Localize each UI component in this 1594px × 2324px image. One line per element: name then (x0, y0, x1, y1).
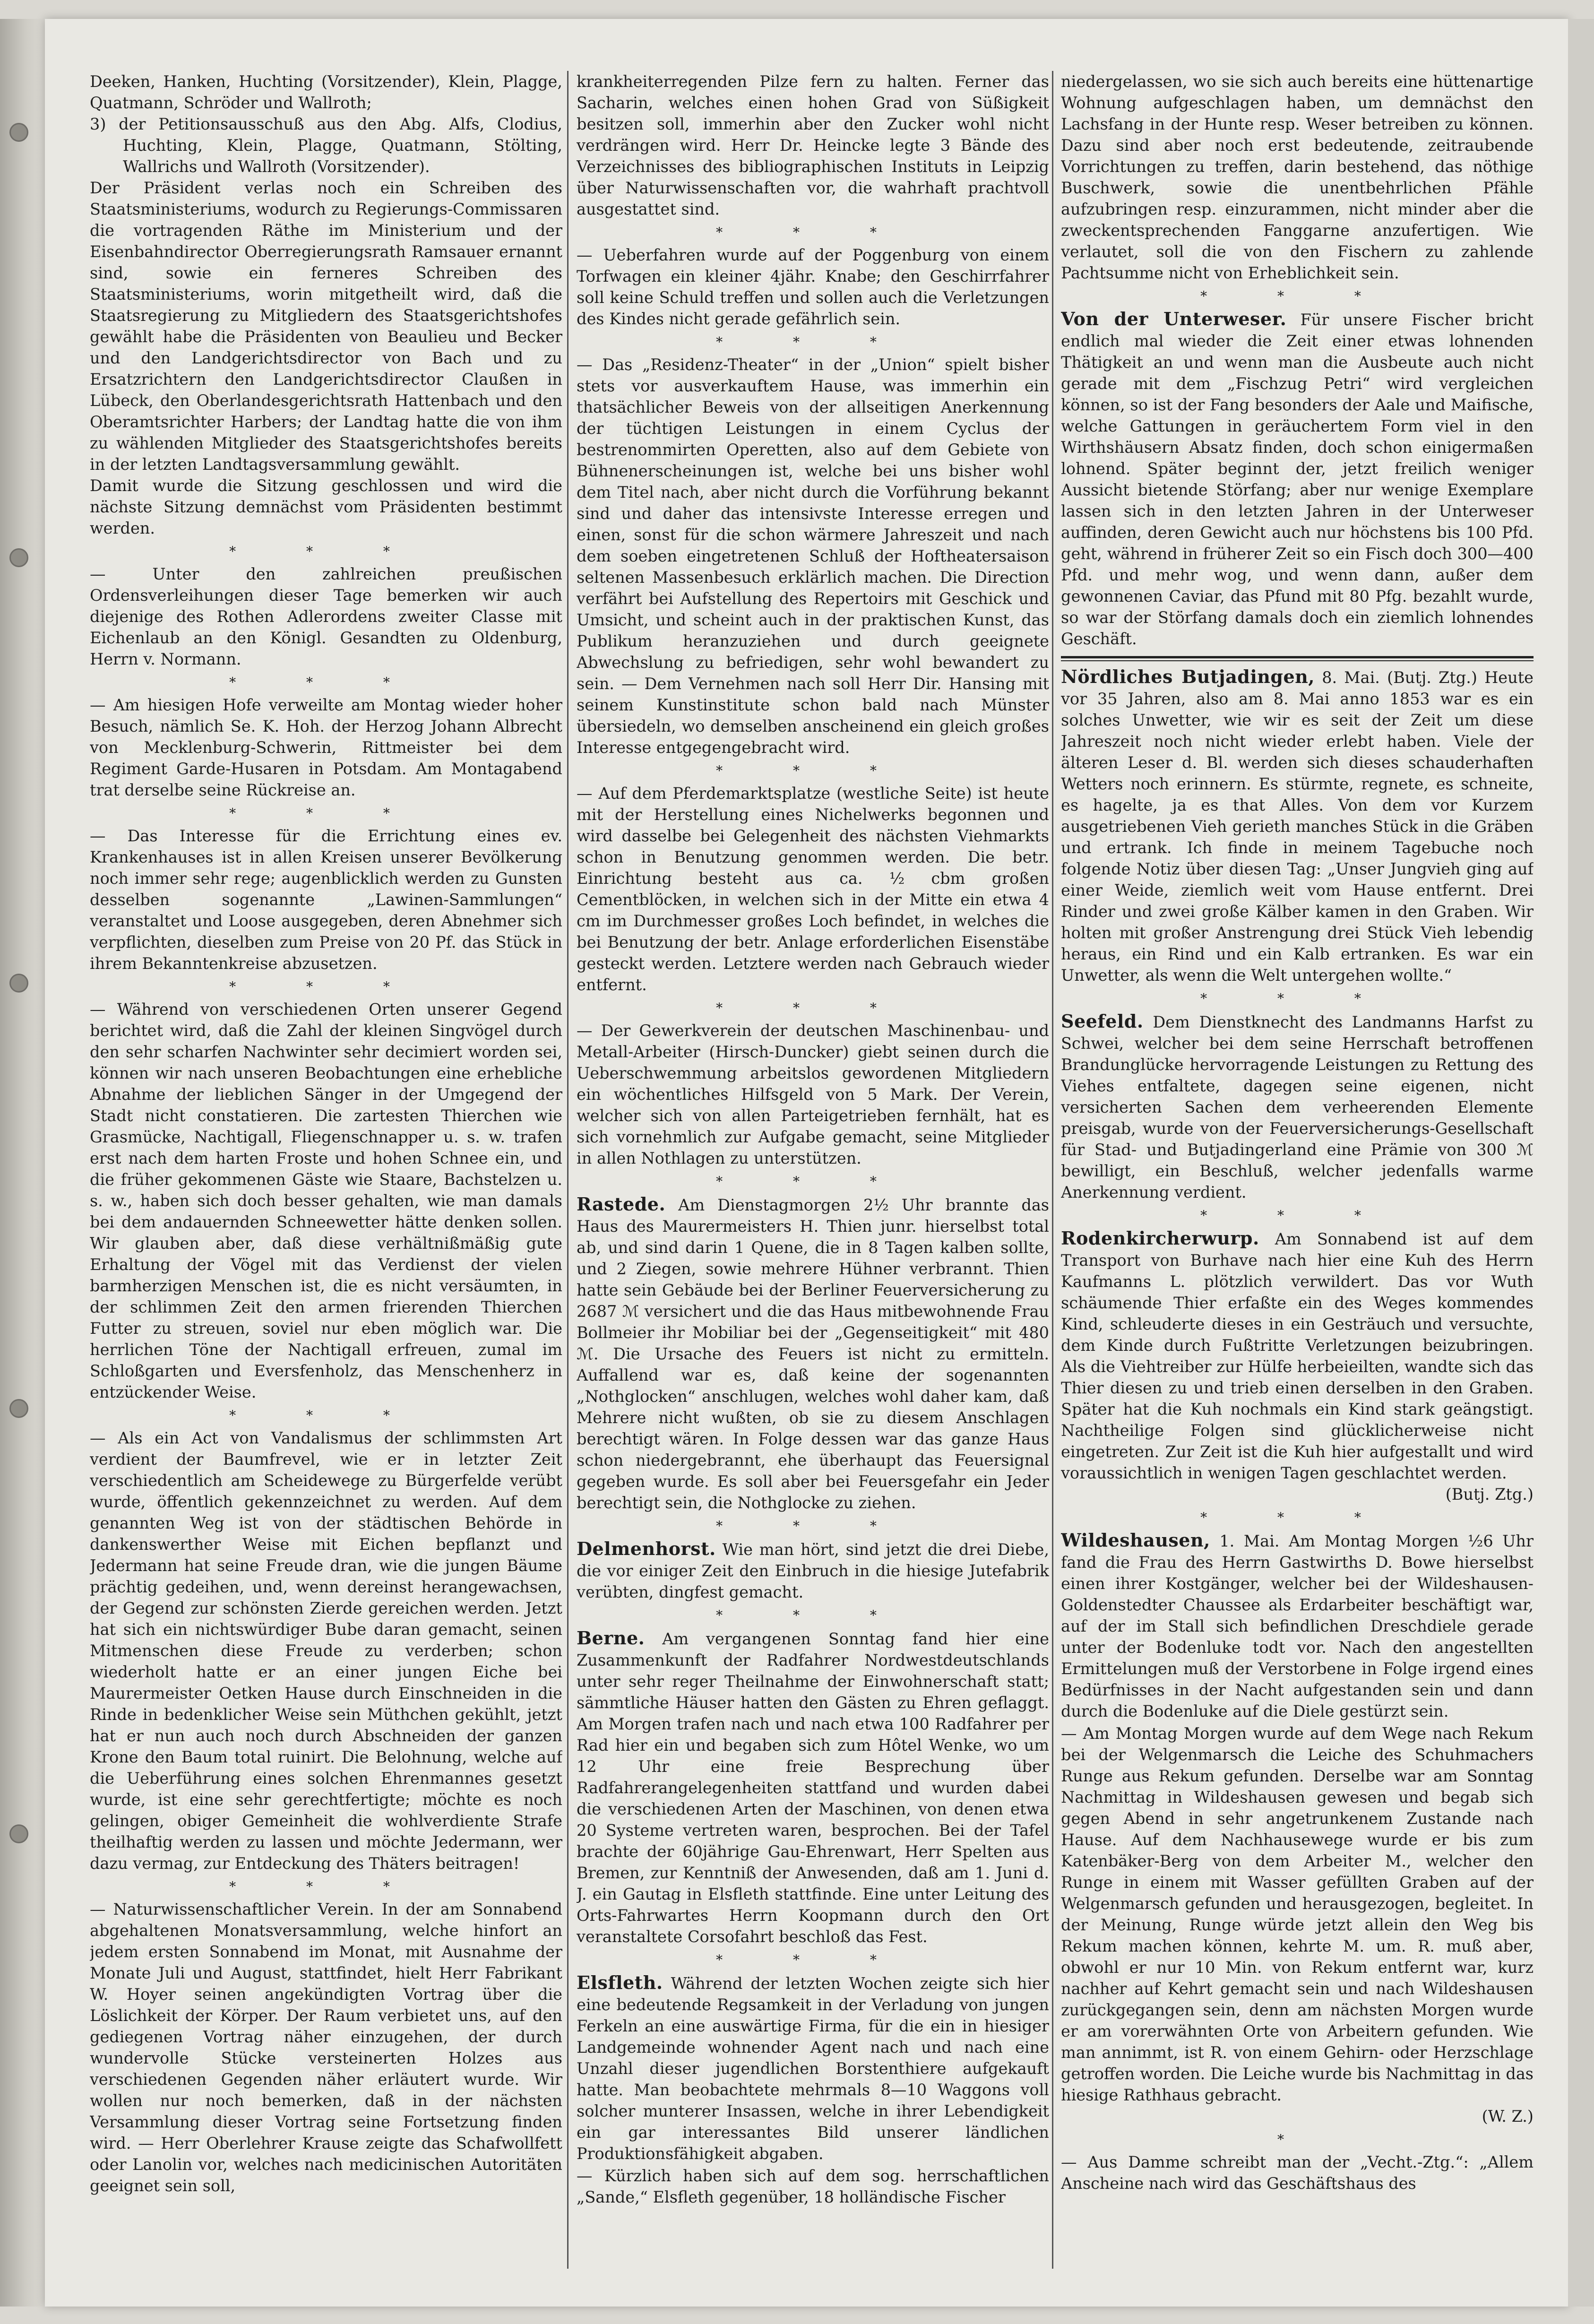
article-text: — Das „Residenz-Theater“ in der „Union“ spielt bisher stets vor ausverkauftem Hause, was immerhin ein thatsächlicher Beweis von der allseitigen Anerkennung der tüchtigen Leistungen in einem Cyclus der bestrenommirten Operetten, also auf dem Gebiete von Bühnenerscheinungen ist, welche bei uns bisher wohl dem Titel nach, aber nicht durch die Vorführung bekannt sind und daher das intensivste Interesse erregen und einen, sonst für die schon wärmere Jahreszeit und nach dem soeben eingetretenen Schluß der Hoftheatersaison seltenen Massenbesuch erklärlich machen. Die Direction verfährt bei Aufstellung des Repertoirs mit Geschick und Umsicht, und scheint auch in der praktischen Kunst, das Publikum heranzuziehen und durch geeignete Abwechslung zu befriedigen, sehr wohl bewandert zu sein. — Dem Vernehmen nach soll Herr Dir. Hansing mit seinem Kunstinstitute schon bald nach Münster übersiedeln, wo demselben anscheinend ein gleich großes Interesse entgegengebracht wird. (577, 355, 1049, 757)
article-dateline: Von der Unterweser. (1061, 308, 1287, 329)
separator-asterisks: * * * (229, 544, 423, 559)
separator-asterisks: * * * (1200, 288, 1394, 304)
article-dateline: Berne. (577, 1627, 645, 1649)
article-text: — Als ein Act von Vandalismus der schlimmsten Art verdient der Baumfrevel, wie er in letzter Zeit verschiedentlich am Scheidewege zu Bürgerfelde verübt wurde, öffentlich gekennzeichnet zu werden. Auf dem genannten Weg ist von der städtischen Behörde in dankenswerther Weise mit Eichen bepflanzt und Jedermann hat seine Freude dran, wie die jungen Bäume prächtig gedeihen, und, wenn dereinst herangewachsen, der Gegend zur schönsten Zierde gereichen werden. Jetzt hat sich ein nichtswürdiger Bube daran gemacht, seinen Mitmenschen diese Freude zu verderben; schon wiederholt hatte er an einer jungen Eiche bei Maurermeister Oetken Hause durch Einschneiden in die Rinde in bedenklicher Weise sein Müthchen gekühlt, jetzt hat er nun auch noch durch Abschneiden der ganzen Krone den Baum total ruinirt. Die Belohnung, welche auf die Ueberführung eines solchen Ehrenmannes gesetzt wurde, ist eine sehr gerechtfertigte; möchte es noch gelingen, obiger Gemeinheit die wohlverdiente Strafe theilhaftig werden zu lassen und möchte Jedermann, wer dazu vermag, zur Entdeckung des Thäters beitragen! (90, 1429, 562, 1873)
text-paragraph: Deeken, Hanken, Huchting (Vorsitzender), Klein, Plagge, Quatmann, Schröder und Wallroth; (90, 72, 562, 112)
article-text: — Auf dem Pferdemarktsplatze (westliche Seite) ist heute mit der Herstellung eines Nichelwerks begonnen und wird dasselbe bei Gelegenheit des nächsten Viehmarkts schon in Benutzung genommen werden. Die betr. Einrichtung besteht aus ca. ½ cbm großen Cementblöcken, in welchen sich in der Mitte ein etwa 4 cm im Durchmesser großes Loch befindet, in welches die bei Benutzung der betr. Anlage erforderlichen Eisenstäbe gesteckt werden. Letztere werden nach Gebrauch wieder entfernt. (577, 784, 1049, 994)
article-text: Für unsere Fischer bricht endlich mal wieder die Zeit einer etwas lohnenden Thätigkeit an und wenn man die Ausbeute auch nicht gerade mit dem „Fischzug Petri“ wird vergleichen können, so ist der Fang besonders der Aale und Maifische, welche Gattungen in geräuchertem Form viel in den Wirthshäusern Absatz finden, doch schon einigermaßen lohnend. Später beginnt der, jetzt freilich weniger Aussicht bietende Störfang; aber nur wenige Exemplare lassen sich in den letzten Jahren in der Unterweser auffinden, deren Gewicht auch nur höchstens bis 100 Pfd. geht, während in früherer Zeit so ein Fisch doch 300—400 Pfd. und mehr wog, und wenn dann, außer dem gewonnenen Caviar, das Pfund mit 80 Pfg. bezahlt wurde, so war der Störfang damals doch ein ziemlich lohnendes Geschäft. (1061, 311, 1534, 648)
article-text: — Während von verschiedenen Orten unserer Gegend berichtet wird, daß die Zahl der kleinen Singvögel durch den sehr scharfen Nachwinter sehr decimiert worden sei, können wir nach unseren Beobachtungen eine erhebliche Abnahme der lieblichen Sänger in der Umgegend der Stadt nicht constatieren. Die zartesten Thierchen wie Grasmücke, Nachtigall, Fliegenschnapper u. s. w. trafen erst nach dem harten Froste und hohen Schnee ein, und die früher gekommenen Gäste wie Staare, Bachstelzen u. s. w., haben sich doch besser gehalten, wie man damals bei dem andauernden Schneewetter hätte denken sollen. Wir glauben aber, daß diese verhältnißmäßig gute Erhaltung der Vögel mit das Verdienst der vielen barmherzigen Menschen ist, die es nicht versäumten, in der schlimmen Zeit den armen frierenden Thierchen Futter zu streuen, soviel nur eben möglich war. Die herrlichen Töne der Nachtigall erfreuen, zumal im Schloßgarten und Eversfenholz, das Menschenherz in entzückender Weise. (90, 1000, 562, 1401)
article-paragraph (1061, 2151, 1534, 2194)
separator-asterisks: * * * (716, 1000, 910, 1016)
binding-hole (9, 974, 28, 993)
separator-asterisks: * * * (716, 763, 910, 778)
binding-hole (9, 123, 28, 142)
separator-asterisks: * * * (229, 674, 423, 690)
article-paragraph (90, 825, 562, 974)
article-dateline: Seefeld. (1061, 1011, 1144, 1032)
article-paragraph (1061, 1011, 1534, 1203)
separator-asterisks: * * * (1200, 1208, 1394, 1223)
article-paragraph (90, 1899, 562, 2196)
article-dateline: Nördliches Butjadingen, (1061, 666, 1315, 687)
section-rule (1061, 656, 1534, 661)
article-paragraph (1061, 666, 1534, 986)
binding-hole (9, 1399, 28, 1418)
text-paragraph: 3) der Petitionsausschuß aus den Abg. Alfs, Clodius, Huchting, Klein, Plagge, Quatmann, Stölting, Wallrichs und Wallroth (Vorsitzender). (90, 115, 562, 176)
article-paragraph (577, 244, 1049, 329)
article-text: — Kürzlich haben sich auf dem sog. herrschaftlichen „Sande,“ Elsfleth gegenüber, 18 holländische Fischer (577, 2167, 1049, 2206)
article-dateline: Rodenkircherwurp. (1061, 1227, 1259, 1249)
article-paragraph (577, 1193, 1049, 1513)
separator-asterisks: * * * (1200, 991, 1394, 1006)
column-rule (1052, 71, 1053, 2269)
article-text: — Das Interesse für die Errichtung eines ev. Krankenhauses ist in allen Kreisen unserer Bevölkerung noch immer sehr rege; augenblicklich werden zu Gunsten desselben sogenannte „Lawinen-Sammlungen“ veranstaltet und Loose ausgegeben, deren Abnehmer sich verpflichten, dieselben zum Preise von 20 Pf. das Stück in ihrem Bekanntenkreise abzusetzen. (90, 827, 562, 973)
article-text: — Am hiesigen Hofe verweilte am Montag wieder hoher Besuch, nämlich Se. K. Hoh. der Herzog Johann Albrecht von Mecklenburg-Schwerin, Rittmeister bei dem Regiment Garde-Husaren in Potsdam. Am Montagabend trat derselbe seine Rückreise an. (90, 696, 562, 799)
article-text: — Am Montag Morgen wurde auf dem Wege nach Rekum bei der Welgenmarsch die Leiche des Schuhmachers Runge aus Rekum gefunden. Derselbe war am Sonntag Nachmittag in Wildeshausen gewesen und begab sich gegen Abend in sehr angetrunkenem Zustande nach Hause. Auf dem Nachhausewege wurde er bis zum Katenbäker-Berg von dem Arbeiter M., welcher den Runge in einem mit Wasser gefüllten Graben auf der Welgenmarsch gefunden und herausgezogen, begleitet. In der Meinung, Runge würde jetzt allein den Weg bis Rekum machen können, kehrte M. um. R. muß aber, obwohl er nur 10 Min. von Rekum entfernt war, kurz nachher auf Kehrt gemacht sein und nach Wildeshausen zurückgegangen sein, denn am nächsten Morgen wurde er am vorerwähnten Orte von Arbeitern gefunden. Wie man annimmt, ist R. von einem Gehirn- oder Herzschlage getroffen worden. Die Leiche wurde bis Nachmittag in das hiesige Rathhaus gebracht. (1061, 1724, 1534, 2104)
article-text: Am Dienstagmorgen 2½ Uhr brannte das Haus des Maurermeisters H. Thien junr. hierselbst total ab, und sind darin 1 Quene, die in 8 Tagen kalben sollte, und 2 Ziegen, sowie mehrere Hühner verbrannt. Thien hatte sein Gebäude bei der Berliner Feuerversicherung zu 2687 ℳ versichert und die das Haus mitbewohnende Frau Bollmeier ihr Mobiliar bei der „Gegenseitigkeit“ mit 480 ℳ. Die Ursache des Feuers ist nicht zu ermitteln. Auffallend war es, daß keine der sogenannten „Nothglocken“ anschlugen, welches wohl daher kam, daß Mehrere nicht wußten, ob sie zu diesem Anschlagen berechtigt wären. In Folge dessen war das ganze Haus schon niedergebrannt, ehe überhaupt das Feuersignal gegeben wurde. Es soll aber bei Feuersgefahr ein Jeder berechtigt sein, die Nothglocke zu ziehen. (577, 1196, 1049, 1512)
binding-strip (0, 19, 45, 2307)
binding-hole (9, 1824, 28, 1843)
article-text: Am Sonnabend ist auf dem Transport von Burhave nach hier eine Kuh des Herrn Kaufmanns L. plötzlich verwildert. Das vor Wuth schäumende Thier erfaßte ein des Weges kommendes Kind, schleuderte dieses in ein Gesträuch und versuchte, dem Kinde durch Fußtritte Verletzungen beizubringen. Als die Viehtreiber zur Hülfe herbeieilten, wandte sich das Thier diesen zu und trieb einen derselben in den Graben. Später hat die Kuh nochmals ein Kind stark geängstigt. Nachtheilige Folgen sind glücklicherweise nicht eingetreten. Zur Zeit ist die Kuh hier aufgestallt und wird voraussichtlich in wenigen Tagen geschlachtet werden. (1061, 1230, 1534, 1482)
text-paragraph: niedergelassen, wo sie sich auch bereits eine hüttenartige Wohnung aufgeschlagen haben, um demnächst den Lachsfang in der Hunte resp. Weser betreiben zu können. Dazu sind aber noch erst bedeutende, zeitraubende Vorrichtungen zu treffen, darin bestehend, das nöthige Buschwerk, sowie die unentbehrlichen Pfähle aufzubringen resp. einzurammen, nicht minder aber die zweckentsprechenden Fanggarne anzufertigen. Wie verlautet, soll die von den Fischern zu zahlende Pachtsumme nicht von Erheblichkeit sein. (1061, 72, 1534, 282)
article-text: 8. Mai. (Butj. Ztg.) Heute vor 35 Jahren, also am 8. Mai anno 1853 war es ein solches Unwetter, wie wir es seit der Zeit um diese Jahreszeit noch nicht wieder erlebt haben. Viele der älteren Leser d. Bl. werden sich dieses schauderhaften Wetters noch erinnern. Es stürmte, regnete, es schneite, es hagelte, ja es that Alles. Von dem vor Kurzem ausgetriebenen Vieh gerieth manches Stück in die Gräben und ertrank. Ich finde in meinem Tagebuche noch folgende Notiz über diesen Tag: „Unser Jungvieh ging auf einer Weide, ziemlich weit vom Hause entfernt. Drei Rinder und zwei große Kälber kamen in den Graben. Wir holten mit großer Anstrengung drei Stück Vieh lebendig heraus, ein Rind und ein Kalb ertranken. Es war ein Unwetter, als wenn die Welt untergehen wollte.“ (1061, 668, 1534, 985)
article-dateline: Delmenhorst. (577, 1538, 716, 1559)
article-paragraph (90, 694, 562, 801)
article-paragraph (577, 354, 1049, 758)
article-text: Wie man hört, sind jetzt die drei Diebe, die vor einiger Zeit den Einbruch in die hiesige Jutefabrik verübten, dingfest gemacht. (577, 1540, 1049, 1601)
article-dateline: Elsfleth. (577, 1972, 663, 1993)
article-text: — Der Gewerkverein der deutschen Maschinenbau- und Metall-Arbeiter (Hirsch-Duncker) giebt seinen durch die Ueberschwemmung arbeitslos gewordenen Mitgliedern ein wöchentliches Hilfsgeld von 5 Mark. Der Verein, welcher sich von allen Parteigetrieben fernhält, hat es sich vornehmlich zur Aufgabe gemacht, seine Mitglieder in allen Nothlagen zu unterstützen. (577, 1021, 1049, 1167)
article-paragraph (577, 1020, 1049, 1169)
separator-asterisks: * (1277, 2132, 1317, 2147)
article-paragraph (577, 1627, 1049, 1947)
separator-asterisks: * * * (716, 225, 910, 240)
column-middle (577, 71, 1049, 2269)
text-paragraph: krankheiterregenden Pilze fern zu halten. Ferner das Sacharin, welches einen hohen Grad von Süßigkeit besitzen soll, immerhin aber den Zucker wohl nicht verdrängen wird. Herr Dr. Heincke legte 3 Bände des Verzeichnisses des bibliographischen Instituts in Leipzig über Naturwissenschaften vor, die wahrhaft prachtvoll ausgestattet sind. (577, 72, 1049, 218)
text-paragraph: Damit wurde die Sitzung geschlossen und wird die nächste Sitzung demnächst vom Präsidenten bestimmt werden. (90, 476, 562, 537)
article-text: — Naturwissenschaftlicher Verein. In der am Sonnabend abgehaltenen Monatsversammlung, welche hinfort an jedem ersten Sonnabend im Monat, mit Ausnahme der Monate Juli und August, stattfindet, hielt Herr Fabrikant W. Hoyer seinen angekündigten Vortrag über die Löslichkeit der Körper. Der Raum verbietet uns, auf den gediegenen Vortrag näher einzugehen, der durch wundervolle Stücke versteinerten Holzes aus verschiedenen Gegenden näher erläutert wurde. Wir wollen nur noch bemerken, daß in der nächsten Versammlung dieser Vortrag seine Fortsetzung finden wird. — Herr Oberlehrer Krause zeigte das Schafwollfett oder Lanolin vor, welches nach medicinischen Autoritäten geeignet sein soll, (90, 1900, 562, 2195)
source-credit: (W. Z.) (1482, 2107, 1534, 2125)
separator-asterisks: * * * (1200, 1510, 1394, 1525)
column-rule (567, 71, 569, 2269)
separator-asterisks: * * * (716, 1607, 910, 1623)
text-paragraph: Der Präsident verlas noch ein Schreiben des Staatsministeriums, wodurch zu Regierungs-Commissaren die vortragenden Räthe im Ministerium und der Eisenbahndirector Oberregierungsrath Ramsauer ernannt sind, sowie ein ferneres Schreiben des Staatsministeriums, worin mitgetheilt wird, daß die Staatsregierung zu Mitgliedern des Staatsgerichtshofes gewählt habe die Präsidenten von Beaulieu und Becker und den Landgerichtsdirector von Bach und zu Ersatzrichtern den Landgerichtsdirector Claußen in Lübeck, den Oberlandesgerichtsrath Hattenbach und den Oberamtsrichter Harbers; der Landtag hatte die von ihm zu wählenden Mitglieder des Staatsgerichtshofes bereits in der letzten Landtagsversammlung gewählt. (90, 179, 562, 474)
article-paragraph (1061, 1227, 1534, 1484)
separator-asterisks: * * * (229, 805, 423, 821)
article-paragraph (90, 1427, 562, 1874)
article-paragraph (90, 999, 562, 1403)
article-text: 1. Mai. Am Montag Morgen ½6 Uhr fand die Frau des Herrn Gastwirths D. Bowe hierselbst einen ihrer Kostgänger, welcher bei der Wildeshausen-Goldenstedter Chaussee als Erdarbeiter beschäftigt war, auf der im Stall sich befindlichen Dreschdiele gerade unter der Bodenluke todt vor. Nach den angestellten Ermittelungen muß der Verstorbene in Folge irgend eines Bedürfnisses in der Nacht aufgestanden sein und dann durch die Bodenluke auf die Diele gestürzt sein. (1061, 1532, 1534, 1720)
separator-asterisks: * * * (716, 334, 910, 350)
article-paragraph (1061, 1529, 1534, 1722)
article-dateline: Rastede. (577, 1193, 666, 1215)
separator-asterisks: * * * (229, 1408, 423, 1423)
article-text: Dem Dienstknecht des Landmanns Harfst zu Schwei, welcher bei dem seine Herrschaft betroffenen Brandunglücke hervorragende Leistungen zu Rettung des Viehes entfaltete, dagegen seine eigenen, nicht versicherten Sachen dem verheerenden Elemente preisgab, wurde von der Feuerversicherungs-Gesellschaft für Stad- und Butjadingerland eine Prämie von 300 ℳ bewilligt, ein Beschluß, welcher jedenfalls warme Anerkennung verdient. (1061, 1013, 1534, 1201)
article-paragraph (1061, 1723, 1534, 2106)
column-right (1061, 71, 1534, 2269)
article-text: — Ueberfahren wurde auf der Poggenburg von einem Torfwagen ein kleiner 4jähr. Knabe; den Geschirrfahrer soll keine Schuld treffen und sollen auch die Verletzungen des Kindes nicht gerade gefährlich sein. (577, 246, 1049, 328)
article-paragraph (1061, 308, 1534, 649)
separator-asterisks: * * * (716, 1174, 910, 1189)
binding-hole (9, 548, 28, 567)
article-paragraph (577, 2165, 1049, 2208)
separator-asterisks: * * * (229, 1879, 423, 1894)
separator-asterisks: * * * (229, 979, 423, 994)
article-text: Während der letzten Wochen zeigte sich hier eine bedeutende Regsamkeit in der Verladung von jungen Ferkeln an eine auswärtige Firma, für die ein in hiesiger Landgemeinde wohnender Agent nach und nach eine Unzahl dieser jugendlichen Borstenthiere aufgekauft hatte. Man beobachtete mehrmals 8—10 Waggons voll solcher munterer Insassen, welche in ihrer Lebendigkeit ein gar interessantes Bild unserer ländlichen Produktionsfähigkeit abgaben. (577, 1974, 1049, 2163)
article-paragraph (90, 563, 562, 670)
column-left (90, 71, 562, 2269)
article-paragraph (577, 1538, 1049, 1603)
article-dateline: Wildeshausen, (1061, 1529, 1210, 1551)
article-paragraph (577, 783, 1049, 995)
article-text: — Unter den zahlreichen preußischen Ordensverleihungen dieser Tage bemerken wir auch diejenige des Rothen Adlerordens zweiter Classe mit Eichenlaub an den Königl. Gesandten zu Oldenburg, Herrn v. Normann. (90, 565, 562, 668)
source-credit: (Butj. Ztg.) (1445, 1485, 1534, 1503)
article-text: — Aus Damme schreibt man der „Vecht.-Ztg.“: „Allem Anscheine nach wird das Geschäftshaus des (1061, 2153, 1534, 2193)
separator-asterisks: * * * (716, 1518, 910, 1534)
page-edge (1568, 19, 1594, 2307)
separator-asterisks: * * * (716, 1952, 910, 1968)
article-text: Am vergangenen Sonntag fand hier eine Zusammenkunft der Radfahrer Nordwestdeutschlands unter sehr reger Theilnahme der Einwohnerschaft statt; sämmtliche Häuser hatten den Gästen zu Ehren geflaggt. Am Morgen trafen nach und nach etwa 100 Radfahrer per Rad hier ein und begaben sich zum Hôtel Wenke, wo um 12 Uhr eine freie Besprechung über Radfahrerangelegenheiten stattfand und wurden dabei die verschiedenen Arten der Maschinen, von denen etwa 20 Systeme vertreten waren, besprochen. Bei der Tafel brachte der 60jährige Gau-Ehrenwart, Herr Spelten aus Bremen, zur Kenntniß der Anwesenden, daß am 1. Juni d. J. ein Gautag in Elsfleth stattfinde. Eine unter Leitung des Orts-Fahrwartes Herrn Koopmann durch den Ort veranstaltete Corsofahrt beschloß das Fest. (577, 1630, 1049, 1946)
article-paragraph (577, 1972, 1049, 2164)
